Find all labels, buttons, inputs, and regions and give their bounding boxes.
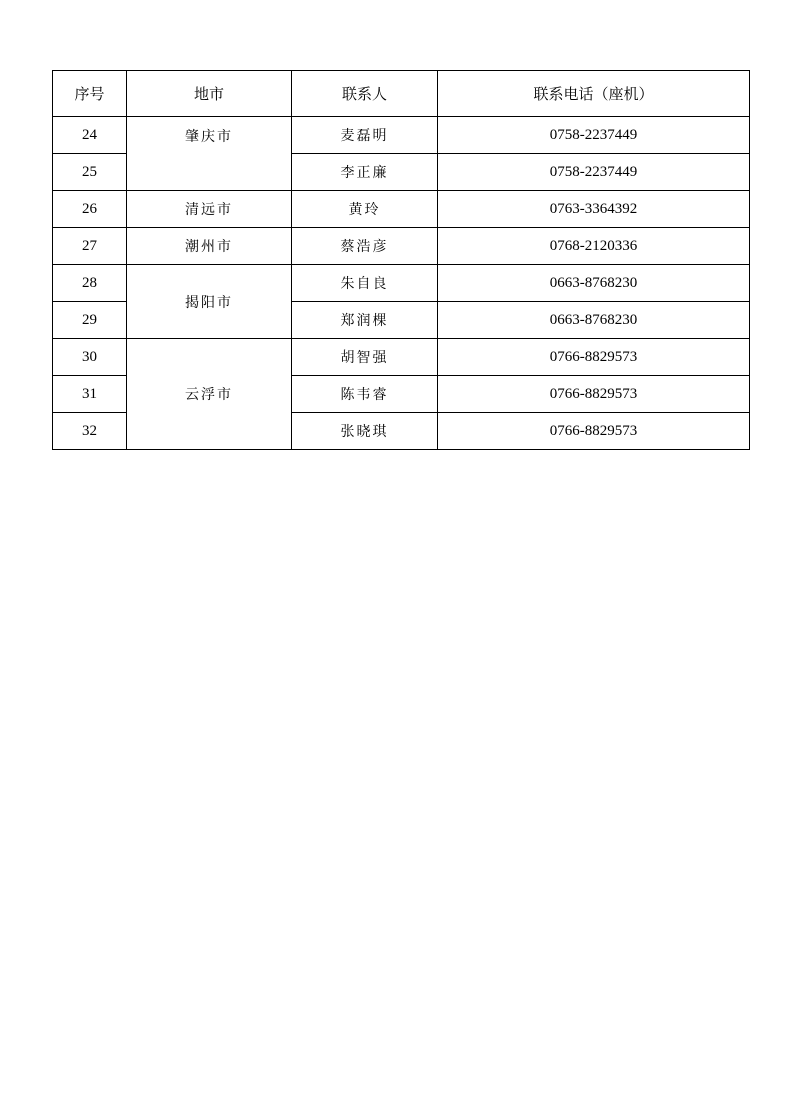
contact-person: 黄玲 bbox=[292, 191, 438, 228]
contact-person: 麦磊明 bbox=[292, 117, 438, 154]
row-number: 28 bbox=[53, 265, 127, 302]
phone-number: 0758-2237449 bbox=[438, 154, 750, 191]
table-row bbox=[53, 339, 750, 376]
contacts-table bbox=[52, 70, 750, 450]
phone-number: 0766-8829573 bbox=[438, 339, 750, 376]
row-number: 26 bbox=[53, 191, 127, 228]
city-cell: 清远市 bbox=[127, 191, 292, 228]
header-city: 地市 bbox=[127, 71, 292, 117]
header-serial-number: 序号 bbox=[53, 71, 127, 117]
phone-number: 0758-2237449 bbox=[438, 117, 750, 154]
row-number: 30 bbox=[53, 339, 127, 376]
contact-person: 张晓琪 bbox=[292, 413, 438, 450]
table-header-row bbox=[53, 71, 750, 117]
row-number: 24 bbox=[53, 117, 127, 154]
city-cell: 云浮市 bbox=[127, 339, 292, 450]
contact-person: 胡智强 bbox=[292, 339, 438, 376]
contact-person: 郑润棵 bbox=[292, 302, 438, 339]
row-number: 27 bbox=[53, 228, 127, 265]
header-contact-person: 联系人 bbox=[292, 71, 438, 117]
city-cell: 潮州市 bbox=[127, 228, 292, 265]
table-row bbox=[53, 191, 750, 228]
city-cell: 揭阳市 bbox=[127, 265, 292, 339]
phone-number: 0663-8768230 bbox=[438, 302, 750, 339]
contact-person: 李正廉 bbox=[292, 154, 438, 191]
row-number: 31 bbox=[53, 376, 127, 413]
table-row bbox=[53, 117, 750, 154]
contact-person: 陈韦睿 bbox=[292, 376, 438, 413]
phone-number: 0766-8829573 bbox=[438, 376, 750, 413]
contact-person: 朱自良 bbox=[292, 265, 438, 302]
city-cell: 肇庆市 bbox=[127, 117, 292, 191]
phone-number: 0663-8768230 bbox=[438, 265, 750, 302]
phone-number: 0768-2120336 bbox=[438, 228, 750, 265]
table-row bbox=[53, 228, 750, 265]
phone-number: 0766-8829573 bbox=[438, 413, 750, 450]
row-number: 29 bbox=[53, 302, 127, 339]
row-number: 32 bbox=[53, 413, 127, 450]
phone-number: 0763-3364392 bbox=[438, 191, 750, 228]
header-phone: 联系电话（座机） bbox=[438, 71, 750, 117]
table-row bbox=[53, 265, 750, 302]
contact-person: 蔡浩彦 bbox=[292, 228, 438, 265]
row-number: 25 bbox=[53, 154, 127, 191]
